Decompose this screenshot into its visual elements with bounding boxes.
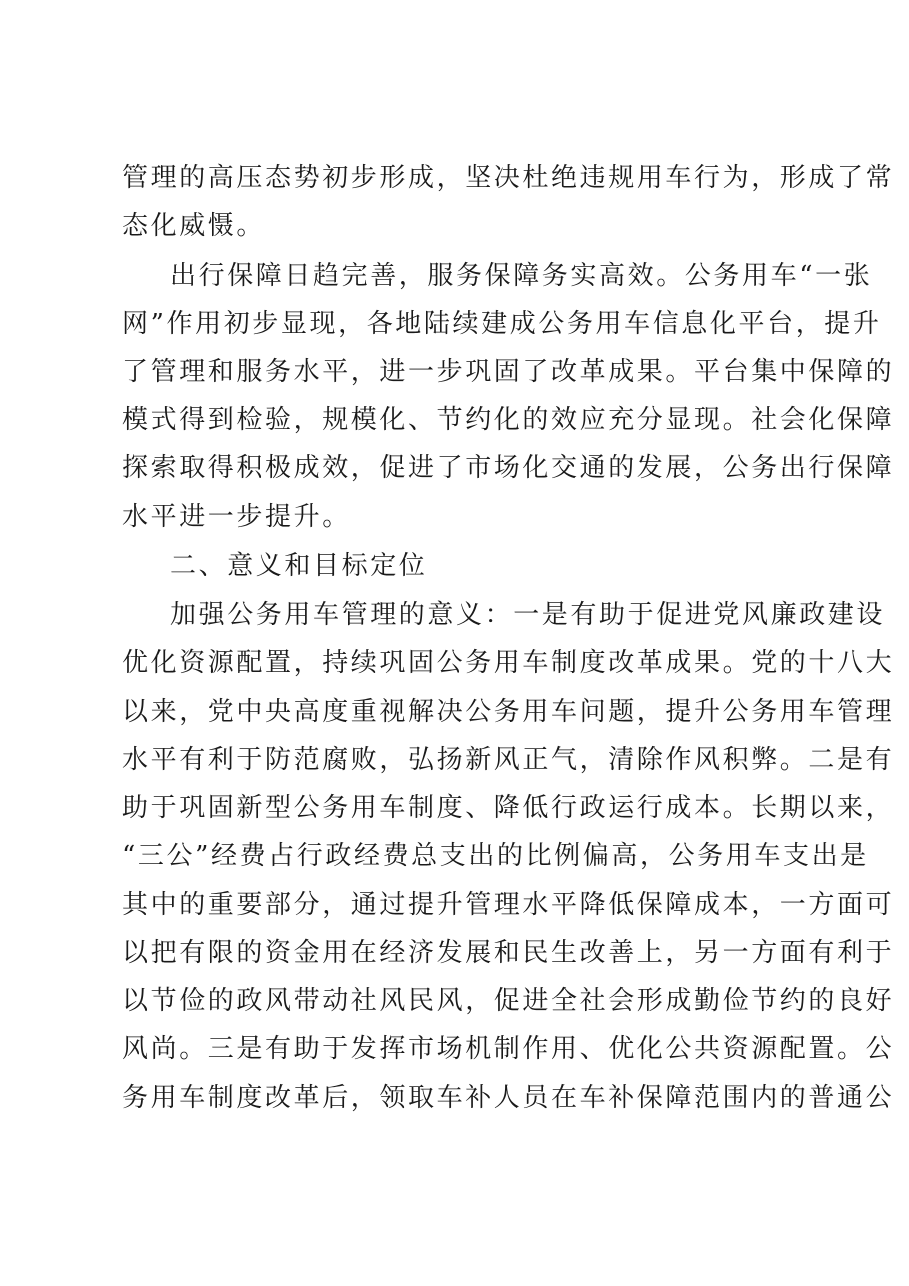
paragraph-line: 态化威慑。 <box>122 211 266 241</box>
paragraph-line: 模式得到检验，规模化、节约化的效应充分显现。社会化保障 <box>122 405 895 435</box>
paragraph-line: 了管理和服务水平，进一步巩固了改革成果。平台集中保障的 <box>122 357 895 387</box>
paragraph-line: 水平进一步提升。 <box>122 502 351 532</box>
paragraph-line: 助于巩固新型公务用车制度、降低行政运行成本。长期以来， <box>122 793 895 823</box>
paragraph-line: 网”作用初步显现，各地陆续建成公务用车信息化平台，提升 <box>122 309 882 339</box>
paragraph-line: 加强公务用车管理的意义：一是有助于促进党风廉政建设 <box>170 600 886 630</box>
paragraph-line: 优化资源配置，持续巩固公务用车制度改革成果。党的十八大 <box>122 648 895 678</box>
paragraph-line: “三公”经费占行政经费总支出的比例偏高，公务用车支出是 <box>122 841 869 871</box>
paragraph-line: 以来，党中央高度重视解决公务用车问题，提升公务用车管理 <box>122 697 895 727</box>
paragraph-line: 出行保障日趋完善，服务保障务实高效。公务用车“一张 <box>170 261 873 291</box>
paragraph-line: 管理的高压态势初步形成，坚决杜绝违规用车行为，形成了常 <box>122 163 895 193</box>
paragraph-line: 务用车制度改革后，领取车补人员在车补保障范围内的普通公 <box>122 1083 895 1113</box>
paragraph-line: 其中的重要部分，通过提升管理水平降低保障成本，一方面可 <box>122 890 895 920</box>
paragraph-line: 风尚。三是有助于发挥市场机制作用、优化公共资源配置。公 <box>122 1034 895 1064</box>
section-heading: 二、意义和目标定位 <box>170 551 428 581</box>
paragraph-line: 以节俭的政风带动社风民风，促进全社会形成勤俭节约的良好 <box>122 986 895 1016</box>
paragraph-line: 以把有限的资金用在经济发展和民生改善上，另一方面有利于 <box>122 938 895 968</box>
paragraph-line: 探索取得积极成效，促进了市场化交通的发展，公务出行保障 <box>122 453 895 483</box>
paragraph-line: 水平有利于防范腐败，弘扬新风正气，清除作风积弊。二是有 <box>122 745 895 775</box>
